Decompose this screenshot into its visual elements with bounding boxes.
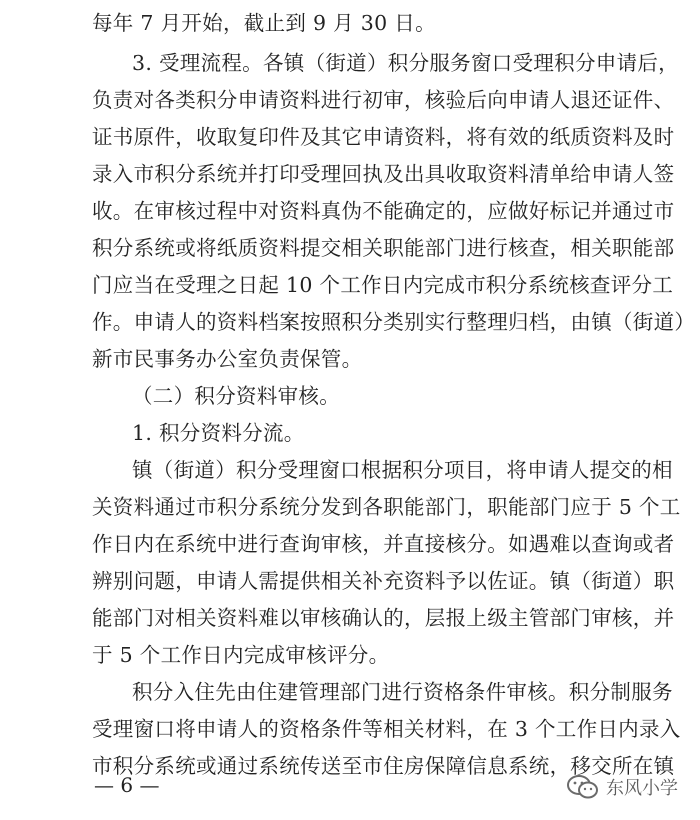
text-line: 关资料通过市积分系统分发到各职能部门，职能部门应于 5 个工 [92,495,681,519]
text-line: 于 5 个工作日内完成审核评分。 [92,643,390,667]
wechat-icon [566,774,600,800]
text-line: 证书原件，收取复印件及其它申请资料，将有效的纸质资料及时 [92,125,675,149]
subsection-heading: 1. 积分资料分流。 [132,421,305,445]
text-line: 镇（街道）积分受理窗口根据积分项目，将申请人提交的相 [132,458,673,482]
text-line: 能部门对相关资料难以审核确认的，层报上级主管部门审核，并 [92,606,675,630]
watermark-text: 东风小学 [606,778,678,799]
text-line: 3. 受理流程。各镇（街道）积分服务窗口受理积分申请后， [132,51,679,75]
text-line: 市积分系统或通过系统传送至市住房保障信息系统，移交所在镇 [92,754,675,778]
text-line: 每年 7 月开始，截止到 9 月 30 日。 [92,11,436,35]
text-line: 积分系统或将纸质资料提交相关职能部门进行核查，相关职能部 [92,236,675,260]
text-line: 辨别问题，申请人需提供相关补充资料予以佐证。镇（街道）职 [92,569,675,593]
text-line: 作日内在系统中进行查询审核，并直接核分。如遇难以查询或者 [92,532,675,556]
text-line: 新市民事务办公室负责保管。 [92,347,363,371]
page-number: — 6 — [94,773,160,797]
section-heading: （二）积分资料审核。 [132,384,340,408]
text-line: 积分入住先由住建管理部门进行资格条件审核。积分制服务 [132,680,673,704]
text-line: 负责对各类积分申请资料进行初审，核验后向申请人退还证件、 [92,88,675,112]
text-line: 门应当在受理之日起 10 个工作日内完成市积分系统核查评分工 [92,273,674,297]
text-line: 受理窗口将申请人的资格条件等相关材料，在 3 个工作日内录入 [92,717,681,741]
text-line: 收。在审核过程中对资料真伪不能确定的，应做好标记并通过市 [92,199,675,223]
text-line: 录入市积分系统并打印受理回执及出具收取资料清单给申请人签 [92,162,675,186]
watermark [566,774,678,800]
text-line: 作。申请人的资料档案按照积分类别实行整理归档，由镇（街道） [92,310,696,334]
